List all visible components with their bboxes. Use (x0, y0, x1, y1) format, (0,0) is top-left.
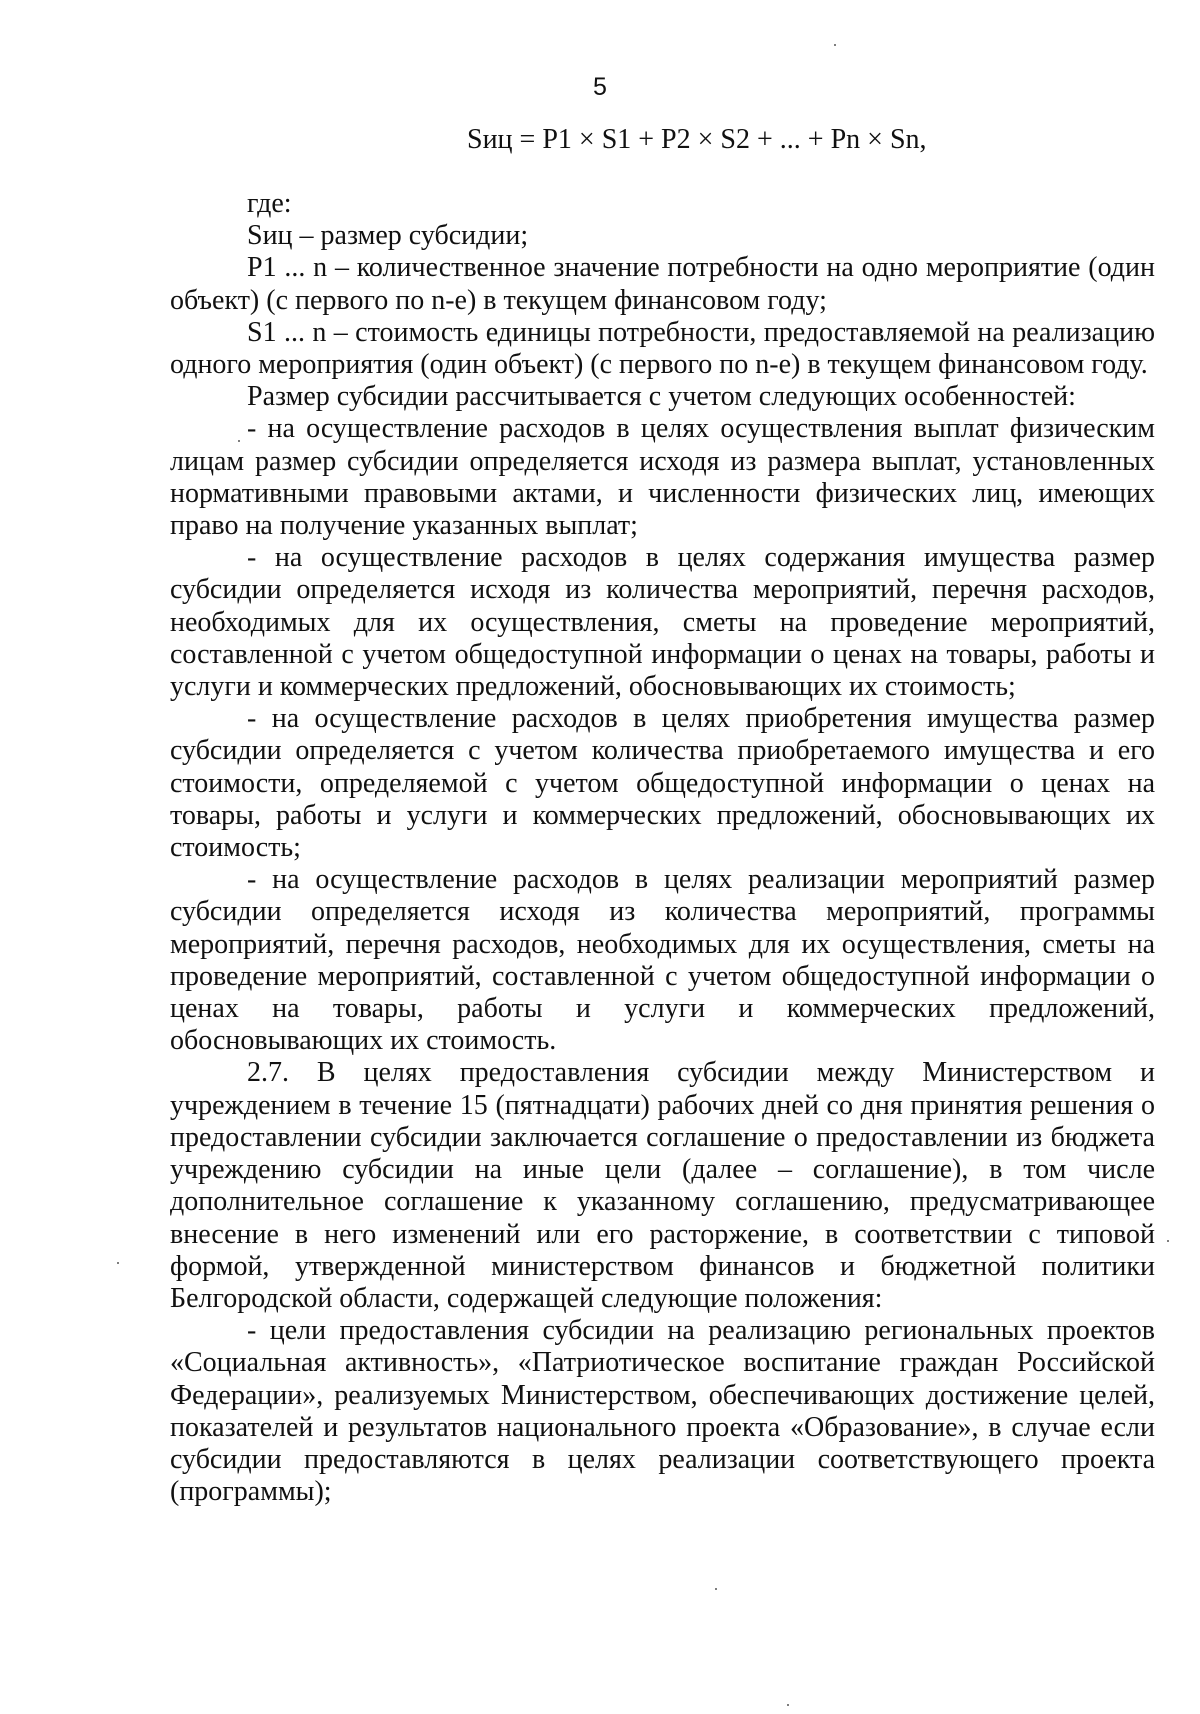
scan-speck (787, 1704, 789, 1706)
scan-speck (715, 1588, 717, 1590)
paragraph-features-intro: Размер субсидии рассчитывается с учетом следующих особенностей: (247, 381, 1076, 413)
paragraph-payments: - на осуществление расходов в целях осуществления выплат физическим лицам размер субсидии определяется исходя из размера выплат, установленных нормативными правовыми актами, и численности физических лиц, имеющих право на получение указанных выплат; (170, 413, 1155, 542)
paragraph-property-acquisition: - на осуществление расходов в целях приобретения имущества размер субсидии определяется с учетом количества приобретаемого имущества и его стоимости, определяемой с учетом общедоступной информации о ценах на товары, работы и услуги и коммерческих предложений, обосновывающих их стоимость; (170, 703, 1155, 864)
scan-speck (1167, 1240, 1169, 1242)
subsidy-formula: Sиц = P1 × S1 + P2 × S2 + ... + Pn × Sn, (467, 124, 927, 155)
paragraph-definition-siz: Sиц – размер субсидии; (247, 220, 529, 252)
paragraph-definition-s: S1 ... n – стоимость единицы потребности, предоставляемой на реализацию одного мероприятия (один объект) (с первого по n-е) в текущем финансовом году. (170, 316, 1155, 381)
paragraph-events: - на осуществление расходов в целях реализации мероприятий размер субсидии определяется исходя из количества мероприятий, программы мероприятий, перечня расходов, необходимых для их осуществления, сметы на проведение мероприятий, составленной с учетом общедоступной информации о ценах на товары, работы и услуги и коммерческих предложений, обосновывающих их стоимость. (170, 864, 1155, 1057)
scan-speck (238, 440, 240, 442)
paragraph-2-7-agreement: 2.7. В целях предоставления субсидии между Министерством и учреждением в течение 15 (пятнадцати) рабочих дней со дня принятия решения о предоставлении субсидии заключается соглашение о предоставлении из бюджета учреждению субсидии на иные цели (далее – соглашение), в том числе дополнительное соглашение к указанному соглашению, предусматривающее внесение в него изменений или его расторжение, в соответствии с типовой формой, утвержденной министерством финансов и бюджетной политики Белгородской области, содержащей следующие положения: (170, 1057, 1155, 1314)
paragraph-definition-p: P1 ... n – количественное значение потребности на одно мероприятие (один объект) (с первого по n-е) в текущем финансовом году; (170, 252, 1155, 316)
paragraph-where: где: (247, 188, 292, 219)
document-body (170, 188, 1155, 1508)
scan-speck (834, 44, 836, 46)
paragraph-property-maintenance: - на осуществление расходов в целях содержания имущества размер субсидии определяется исходя из количества мероприятий, перечня расходов, необходимых для их осуществления, сметы на проведение мероприятий, составленной с учетом общедоступной информации о ценах на товары, работы и услуги и коммерческих предложений, обосновывающих их стоимость; (170, 542, 1155, 703)
page-number: 5 (593, 73, 607, 101)
paragraph-regional-projects: - цели предоставления субсидии на реализацию региональных проектов «Социальная активность», «Патриотическое воспитание граждан Российской Федерации», реализуемых Министерством, обеспечивающих достижение целей, показателей и результатов национального проекта «Образование», в случае если субсидии предоставляются в целях реализации соответствующего проекта (программы); (170, 1315, 1155, 1508)
scan-speck (117, 1262, 119, 1264)
